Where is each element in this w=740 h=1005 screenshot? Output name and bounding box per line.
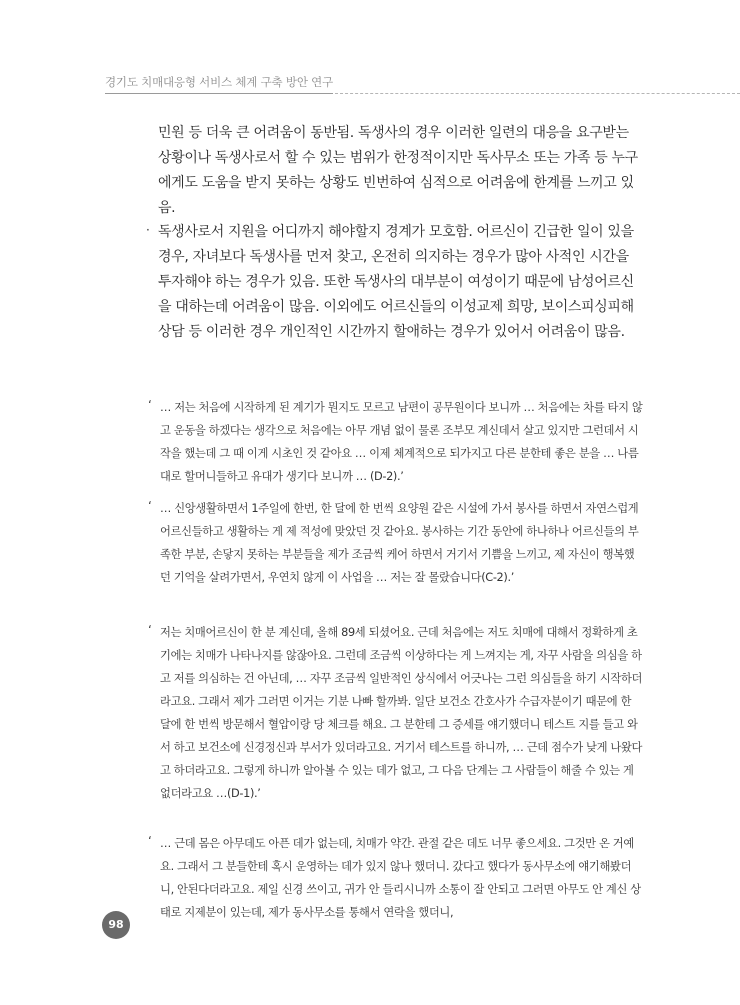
body-paragraph-1: 민원 등 더욱 큰 어려움이 동반됨. 독생사의 경우 이러한 일련의 대응을 요구받는 상황이나 독생사로서 할 수 있는 범위가 한정적이지만 독사무소 또는 가족 등 누구에게도 도움을 받지 못하는 상황도 빈번하여 심적으로 어려움에 한계를 느끼고 있음. <box>158 125 638 216</box>
quote-mark-2: ‘ <box>148 499 152 513</box>
quote-mark-4: ‘ <box>148 834 152 848</box>
running-header-title: 경기도 치매대응형 서비스 체계 구축 방안 연구 <box>105 75 334 89</box>
interview-quote-4: … 근데 몸은 아무데도 아픈 데가 없는데, 치매가 약간. 관절 같은 데도 너무 좋으세요. 그것만 온 거예요. 그래서 그 분들한테 혹시 운영하는 데가 있지 않나 했더니. 갔다고 했다가 동사무소에 얘기해봤더니, 안된다더라고요. 제일 신경 쓰이고, 귀가 안 들리시니까 소통이 잘 안되고 그러면 아무도 안 계신 상태로 지제분이 있는데, 제가 동사무소를 통해서 연락을 했더니, <box>160 837 641 919</box>
page-number-badge: 98 <box>102 911 130 939</box>
quote-mark-3: ‘ <box>148 623 152 637</box>
header-rule <box>105 93 333 94</box>
bullet-dot: · <box>146 223 150 237</box>
page-header <box>0 0 740 100</box>
header-dashed-rule <box>335 93 740 94</box>
interview-quote-3: 저는 치매어르신이 한 분 계신데, 올해 89세 되셨어요. 근데 처음에는 저도 치매에 대해서 정확하게 초기에는 치매가 나타나지를 않잖아요. 그런데 조금씩 이상하다는 게 느껴지는 게, 자꾸 사람을 의심을 하고 저를 의심하는 건 아닌데, … 자꾸 조금씩 일반적인 상식에서 어긋나는 그런 의심들을 하기 시작하더라고요. 그래서 제가 그러면 이거는 기분 나빠 할까봐. 일단 보건소 간호사가 수급자분이기 때문에 한 달에 한 번씩 방문해서 혈압이랑 당 체크를 해요. 그 분한테 그 증세를 얘기했더니 테스트 지를 들고 와서 하고 보건소에 신경정신과 부서가 있더라고요. 거기서 테스트를 하니까, … 근데 점수가 낮게 나왔다고 하더라고요. 그렇게 하니까 알아볼 수 있는 데가 없고, 그 다음 단계는 그 사람들이 해줄 수 있는 게 없더라고요 …(D-1).’ <box>160 626 643 800</box>
body-paragraph-2: 독생사로서 지원을 어디까지 해야할지 경계가 모호함. 어르신이 긴급한 일이 있을 경우, 자녀보다 독생사를 먼저 찾고, 온전히 의지하는 경우가 많아 사적인 시간을 투자해야 하는 경우가 있음. 또한 독생사의 대부분이 여성이기 때문에 남성어르신을 대하는데 어려움이 많음. 이외에도 어르신들의 이성교제 희망, 보이스피싱피해 상담 등 이러한 경우 개인적인 시간까지 할애하는 경우가 있어서 어려움이 많음. <box>158 224 634 340</box>
interview-quote-1: … 저는 처음에 시작하게 된 계기가 뭔지도 모르고 남편이 공무원이다 보니까 … 처음에는 차를 타지 않고 운동을 하겠다는 생각으로 처음에는 아무 개념 없이 물론 조부모 계신데서 살고 있지만 그런데서 시작을 했는데 그 때 이게 시초인 것 같아요 … 이제 체계적으로 되가지고 다른 분한테 좋은 분을 … 나름대로 할머니들하고 유대가 생기다 보니까 … (D-2).’ <box>160 401 643 483</box>
quote-mark-1: ‘ <box>148 398 152 412</box>
interview-quote-2: … 신앙생활하면서 1주일에 한번, 한 달에 한 번씩 요양원 같은 시설에 가서 봉사를 하면서 자연스럽게 어르신들하고 생활하는 게 제 적성에 맞았던 것 같아요. 봉사하는 기간 동안에 하나하나 어르신들의 부족한 부분, 손닿지 못하는 부분들을 제가 조금씩 케어 하면서 거기서 기쁨을 느끼고, 제 자신이 행복했던 기억을 살려가면서, 우연치 않게 이 사업을 … 저는 잘 몰랐습니다(C-2).’ <box>160 502 639 584</box>
